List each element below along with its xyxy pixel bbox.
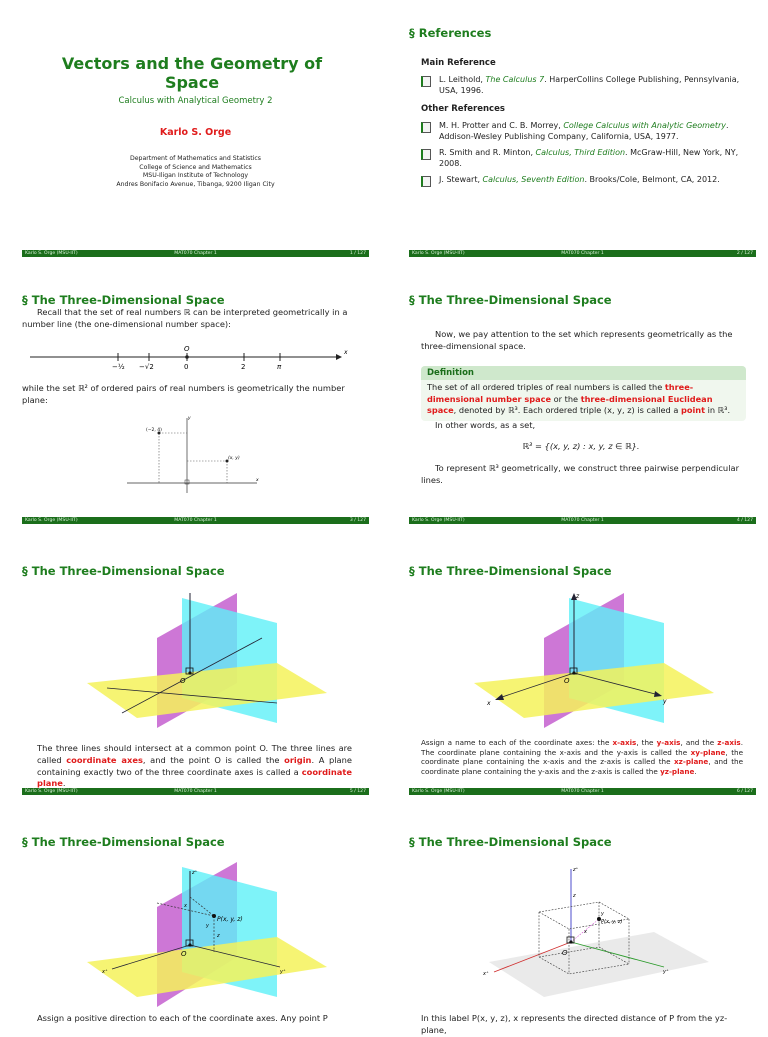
slide-text: In this label P(x, y, z), x represents the directed distance of P from the yz-plane,	[421, 1013, 728, 1035]
deck-subtitle: Calculus with Analytical Geometry 2	[118, 96, 273, 106]
definition-block	[421, 366, 746, 421]
axis-label: x⁺	[102, 969, 108, 975]
footer-page: 1 / 127	[349, 251, 367, 256]
footer-page: 4 / 127	[736, 518, 754, 523]
point-label: (−2, 4)	[146, 428, 162, 433]
footer-course: MAT070 Chapter 1	[561, 518, 604, 523]
point-label: P(x, y, z)	[217, 916, 243, 923]
slide-text: Assign a name to each of the coordinate axes: the x-axis, the y-axis, and the z-axis. The coordinate plane containing the x-axis and the y-axis is called the xy-plane, the coordinate plane containing the x-axis and the z-axis is called the xz-plane, and the coordinate plane containing the y-axis and the z-axis is called the yz-plane.	[421, 738, 744, 776]
named-axes-figure	[449, 588, 719, 728]
axis-label: x	[344, 349, 348, 356]
footer-page: 3 / 127	[349, 518, 367, 523]
slide-text: Assign a positive direction to each of the coordinate axes. Any point P	[37, 1013, 328, 1023]
slide-text: Recall that the set of real numbers ℝ can be interpreted geometrically in a number line (the one-dimensional number space):	[22, 307, 348, 329]
affiliation	[22, 155, 369, 189]
footer-author: Karlo S. Orge (MSU-IIT)	[412, 789, 465, 794]
point-label: P(x, y, z)	[601, 919, 623, 925]
footer-course: MAT070 Chapter 1	[174, 518, 217, 523]
slide-coordinate-planes	[22, 562, 369, 795]
axis-label: z	[576, 593, 580, 600]
other-references-heading: Other References	[421, 103, 505, 114]
footer-page: 5 / 127	[349, 789, 367, 794]
footer-page: 6 / 127	[736, 789, 754, 794]
slide-references	[409, 24, 756, 257]
footer-author: Karlo S. Orge (MSU-IIT)	[25, 789, 78, 794]
reference-item: L. Leithold, The Calculus 7. HarperCollins College Publishing, Pennsylvania, USA, 1996.	[421, 74, 741, 97]
slide-text: while the set ℝ² of ordered pairs of real numbers is geometrically the number plane:	[22, 383, 345, 405]
tick-label: 0	[184, 363, 189, 371]
main-reference-heading: Main Reference	[421, 58, 496, 68]
axis-label: y	[663, 698, 667, 705]
footer-author: Karlo S. Orge (MSU-IIT)	[412, 251, 465, 256]
tick-label: 2	[241, 363, 246, 371]
axis-label: y⁺	[280, 969, 286, 975]
footer-author: Karlo S. Orge (MSU-IIT)	[25, 518, 78, 523]
slide-text: To represent ℝ³ geometrically, we construct three pairwise perpendicular lines.	[421, 463, 739, 485]
slide-footer	[409, 250, 756, 257]
origin-label: O	[180, 677, 186, 685]
slide-point-planes	[22, 833, 369, 1024]
book-icon	[421, 176, 431, 187]
origin-label: O	[181, 950, 187, 958]
slide-footer	[22, 250, 369, 257]
axis-label: x⁺	[483, 971, 489, 977]
slide-heading: § References	[409, 26, 492, 40]
axis-label: z⁺	[192, 870, 198, 876]
slide-heading: § The Three-Dimensional Space	[409, 564, 612, 578]
axis-label: x	[487, 700, 491, 707]
footer-author: Karlo S. Orge (MSU-IIT)	[25, 251, 78, 256]
footer-author: Karlo S. Orge (MSU-IIT)	[412, 518, 465, 523]
slide-heading: § The Three-Dimensional Space	[22, 564, 225, 578]
footer-page: 2 / 127	[736, 251, 754, 256]
reference-item: J. Stewart, Calculus, Seventh Edition. Brooks/Cole, Belmont, CA, 2012.	[421, 174, 741, 187]
origin-label: O	[564, 677, 570, 685]
affil-line: MSU-Iligan Institute of Technology	[142, 172, 249, 179]
axis-label: x	[256, 478, 259, 483]
slide-title	[22, 24, 369, 257]
slide-heading: § The Three-Dimensional Space	[22, 835, 225, 849]
affil-line: Department of Mathematics and Statistics	[129, 155, 262, 162]
slide-footer	[409, 517, 756, 524]
book-icon	[421, 122, 431, 133]
slide-heading: § The Three-Dimensional Space	[22, 293, 225, 307]
definition-body: The set of all ordered triples of real numbers is called the three-dimensional number space or the three-dimensional Euclidean space, denoted by ℝ³. Each ordered triple (x, y, z) is called a point in ℝ³.	[427, 382, 731, 415]
tick-label: −½	[112, 363, 125, 371]
coord-label: y	[601, 911, 604, 917]
slide-text: In other words, as a set,	[435, 420, 536, 430]
author-name: Karlo S. Orge	[159, 127, 232, 138]
axis-label: y⁺	[663, 969, 669, 975]
coord-label: x	[584, 929, 587, 935]
reference-item: R. Smith and R. Minton, Calculus, Third Edition. McGraw-Hill, New York, NY, 2008.	[421, 147, 741, 170]
point-label: (x, y)	[228, 456, 240, 461]
footer-course: MAT070 Chapter 1	[561, 789, 604, 794]
number-plane-figure	[122, 413, 267, 498]
tick-label: π	[277, 363, 282, 371]
slide-heading: § The Three-Dimensional Space	[409, 835, 612, 849]
slide-text: Now, we pay attention to the set which represents geometrically as the three-dimensional space.	[421, 329, 733, 351]
coordinate-planes-figure	[62, 588, 332, 728]
slide-heading: § The Three-Dimensional Space	[409, 293, 612, 307]
affil-line: College of Science and Mathematics	[139, 163, 252, 171]
set-formula: ℝ³ = {(x, y, z) : x, y, z ∈ ℝ}.	[522, 441, 640, 451]
slide-footer	[22, 517, 369, 524]
slide-text: The three lines should intersect at a common point O. The three lines are called coordinate axes, and the point O is called the origin. A plane containing exactly two of the three coordinate axes is called a coordinate plane.	[37, 743, 353, 789]
reference-item: M. H. Protter and C. B. Morrey, College Calculus with Analytic Geometry. Addison-Wesley Publishing Company, California, USA, 1977.	[421, 120, 741, 143]
footer-course: MAT070 Chapter 1	[561, 251, 604, 256]
origin-label: O	[562, 949, 568, 957]
affil-line: Andres Bonifacio Avenue, Tibanga, 9200 Iligan City	[116, 180, 275, 188]
slide-definition	[409, 291, 756, 524]
point-box-figure	[449, 857, 719, 1007]
slide-footer	[22, 788, 369, 795]
slide-axis-names	[409, 562, 756, 795]
coord-label: z	[573, 893, 576, 899]
tick-label: −√2	[139, 363, 154, 371]
slide-number-line	[22, 291, 369, 524]
coord-label: x	[184, 903, 187, 909]
number-line-figure	[22, 343, 362, 373]
deck-title: Vectors and the Geometry of Space	[61, 54, 323, 92]
coord-label: z	[217, 933, 220, 939]
origin-label: O	[184, 345, 190, 353]
footer-course: MAT070 Chapter 1	[174, 789, 217, 794]
book-icon	[421, 76, 431, 87]
axis-label: z⁺	[573, 867, 579, 873]
axis-label: y	[188, 416, 191, 421]
slide-point-box	[409, 833, 756, 1035]
definition-heading: Definition	[421, 366, 746, 380]
point-planes-figure	[62, 857, 332, 1007]
slide-footer	[409, 788, 756, 795]
coord-label: y	[206, 923, 209, 929]
footer-course: MAT070 Chapter 1	[174, 251, 217, 256]
book-icon	[421, 149, 431, 160]
